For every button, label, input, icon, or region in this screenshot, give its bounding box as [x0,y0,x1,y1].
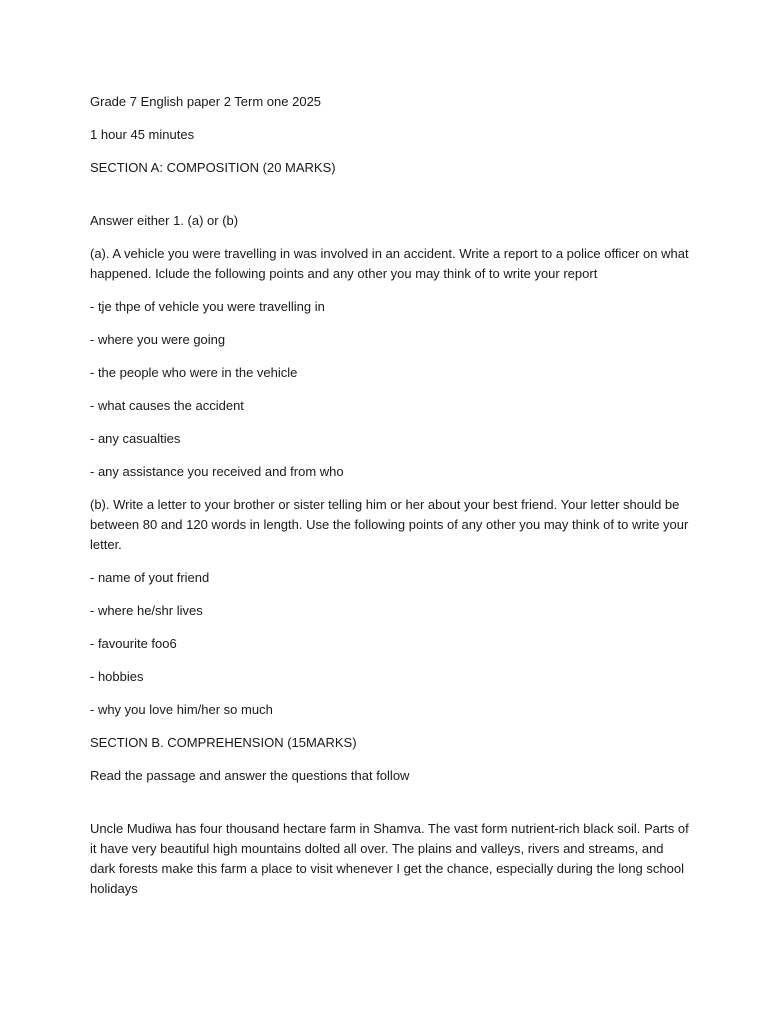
option-a-point: - any casualties [90,431,181,446]
spacer [90,191,690,211]
comprehension-passage: Uncle Mudiwa has four thousand hectare farm in Shamva. The vast form nutrient-rich black soil. Parts of it have very beautiful high mountains dolted all over. The plains and valleys, rivers and streams, and dark forests make this farm a place to visit whenever I get the chance, especially during the long school holidays [90,821,689,896]
option-b-prompt: (b). Write a letter to your brother or sister telling him or her about your best friend. Your letter should be between 80 and 120 words in length. Use the following points of any other you may think of to write your letter. [90,497,689,552]
paper-title: Grade 7 English paper 2 Term one 2025 [90,94,322,109]
spacer [90,799,690,819]
option-b-point: - name of yout friend [90,570,210,585]
option-a-point: - where you were going [90,332,226,347]
section-a-instruction: Answer either 1. (a) or (b) [90,213,239,228]
option-b-point: - hobbies [90,669,144,684]
option-b-point: - where he/shr lives [90,603,203,618]
section-b-heading: SECTION B. COMPREHENSION (15MARKS) [90,735,357,750]
option-b-point: - why you love him/her so much [90,702,273,717]
section-b-instruction: Read the passage and answer the questions that follow [90,768,410,783]
option-b-point: - favourite foo6 [90,636,177,651]
option-a-point: - what causes the accident [90,398,244,413]
document-body [90,92,690,912]
option-a-prompt: (a). A vehicle you were travelling in was involved in an accident. Write a report to a police officer on what happened. Iclude the following points and any other you may think of to write your report [90,246,689,281]
option-a-point: - tje thpe of vehicle you were travelling in [90,299,325,314]
option-a-point: - the people who were in the vehicle [90,365,298,380]
paper-duration: 1 hour 45 minutes [90,127,195,142]
option-a-point: - any assistance you received and from who [90,464,344,479]
section-a-heading: SECTION A: COMPOSITION (20 MARKS) [90,160,336,175]
